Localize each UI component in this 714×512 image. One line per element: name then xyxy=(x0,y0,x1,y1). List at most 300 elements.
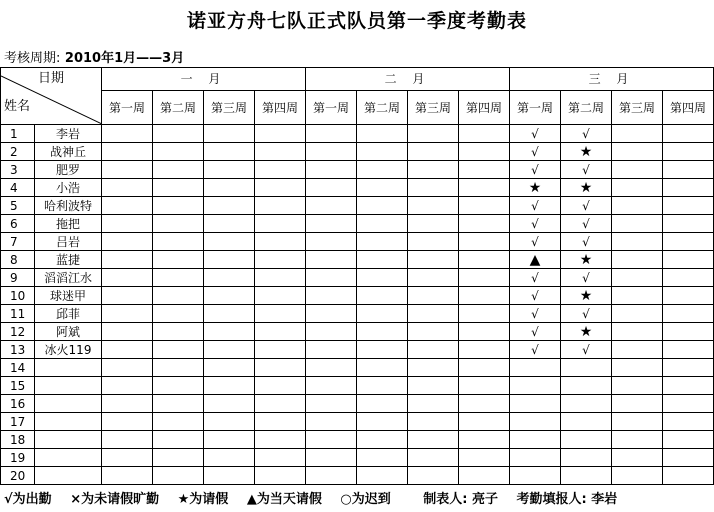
attendance-cell xyxy=(612,305,663,323)
attendance-cell: √ xyxy=(510,305,561,323)
attendance-cell xyxy=(459,179,510,197)
row-index: 17 xyxy=(1,413,35,431)
attendance-cell xyxy=(102,377,153,395)
attendance-cell xyxy=(102,251,153,269)
member-name: 哈利波特 xyxy=(35,197,102,215)
attendance-cell xyxy=(357,395,408,413)
attendance-cell xyxy=(459,215,510,233)
member-name: 球迷甲 xyxy=(35,287,102,305)
attendance-cell xyxy=(153,233,204,251)
attendance-cell xyxy=(255,233,306,251)
attendance-cell xyxy=(459,377,510,395)
member-name: 蓝捷 xyxy=(35,251,102,269)
attendance-cell xyxy=(204,341,255,359)
attendance-cell xyxy=(357,341,408,359)
row-index: 16 xyxy=(1,395,35,413)
attendance-cell xyxy=(204,197,255,215)
attendance-cell xyxy=(612,449,663,467)
attendance-cell xyxy=(153,143,204,161)
attendance-cell: √ xyxy=(561,161,612,179)
row-index: 5 xyxy=(1,197,35,215)
attendance-cell xyxy=(408,179,459,197)
attendance-cell xyxy=(153,269,204,287)
row-index: 10 xyxy=(1,287,35,305)
member-name xyxy=(35,413,102,431)
attendance-cell xyxy=(663,125,714,143)
attendance-cell xyxy=(459,287,510,305)
attendance-cell xyxy=(612,341,663,359)
attendance-cell xyxy=(306,251,357,269)
attendance-cell xyxy=(153,395,204,413)
attendance-cell xyxy=(612,215,663,233)
attendance-cell xyxy=(255,125,306,143)
attendance-cell xyxy=(663,341,714,359)
row-index: 13 xyxy=(1,341,35,359)
attendance-cell xyxy=(663,449,714,467)
attendance-cell xyxy=(561,467,612,485)
attendance-cell xyxy=(204,431,255,449)
attendance-cell xyxy=(612,125,663,143)
member-name xyxy=(35,377,102,395)
attendance-cell xyxy=(306,413,357,431)
attendance-cell xyxy=(204,161,255,179)
week-header-m1-w3: 第三周 xyxy=(204,91,255,125)
attendance-cell xyxy=(204,377,255,395)
attendance-cell xyxy=(612,431,663,449)
attendance-cell xyxy=(663,161,714,179)
attendance-cell: ★ xyxy=(561,143,612,161)
attendance-cell xyxy=(663,287,714,305)
attendance-cell xyxy=(204,413,255,431)
attendance-cell xyxy=(102,143,153,161)
attendance-cell xyxy=(561,413,612,431)
member-name xyxy=(35,467,102,485)
table-row xyxy=(1,215,714,233)
month-header-1: 一 月 xyxy=(102,68,306,91)
attendance-cell xyxy=(102,413,153,431)
attendance-cell xyxy=(459,323,510,341)
attendance-cell xyxy=(102,359,153,377)
attendance-cell xyxy=(204,395,255,413)
attendance-cell xyxy=(408,161,459,179)
legend-late: ○为迟到 xyxy=(340,492,391,507)
attendance-cell xyxy=(459,359,510,377)
attendance-cell xyxy=(153,323,204,341)
attendance-cell xyxy=(612,413,663,431)
attendance-cell xyxy=(663,467,714,485)
attendance-cell xyxy=(102,323,153,341)
attendance-cell xyxy=(408,305,459,323)
week-header-m2-w3: 第三周 xyxy=(408,91,459,125)
attendance-cell xyxy=(357,161,408,179)
attendance-cell xyxy=(663,215,714,233)
member-name: 阿斌 xyxy=(35,323,102,341)
attendance-cell xyxy=(663,431,714,449)
attendance-cell xyxy=(510,413,561,431)
attendance-cell xyxy=(102,341,153,359)
attendance-cell xyxy=(408,413,459,431)
attendance-cell xyxy=(204,215,255,233)
attendance-cell xyxy=(459,251,510,269)
attendance-table xyxy=(0,67,714,485)
week-header-m1-w1: 第一周 xyxy=(102,91,153,125)
attendance-cell xyxy=(102,233,153,251)
attendance-cell xyxy=(408,143,459,161)
attendance-cell xyxy=(204,269,255,287)
table-row xyxy=(1,161,714,179)
table-row xyxy=(1,467,714,485)
attendance-cell xyxy=(204,287,255,305)
attendance-cell xyxy=(408,395,459,413)
attendance-cell xyxy=(357,197,408,215)
attendance-cell xyxy=(153,179,204,197)
attendance-cell xyxy=(153,377,204,395)
attendance-cell xyxy=(561,359,612,377)
attendance-cell xyxy=(663,197,714,215)
attendance-cell xyxy=(663,305,714,323)
attendance-cell: ★ xyxy=(510,179,561,197)
attendance-cell: √ xyxy=(510,323,561,341)
attendance-cell xyxy=(306,215,357,233)
attendance-cell xyxy=(408,125,459,143)
table-row xyxy=(1,179,714,197)
row-index: 14 xyxy=(1,359,35,377)
attendance-cell: ★ xyxy=(561,179,612,197)
attendance-cell xyxy=(663,413,714,431)
attendance-cell xyxy=(357,251,408,269)
member-name: 李岩 xyxy=(35,125,102,143)
attendance-cell xyxy=(459,233,510,251)
attendance-cell xyxy=(153,467,204,485)
week-header-m3-w2: 第二周 xyxy=(561,91,612,125)
attendance-cell xyxy=(459,431,510,449)
table-row xyxy=(1,431,714,449)
attendance-cell xyxy=(255,395,306,413)
row-index: 19 xyxy=(1,449,35,467)
attendance-cell xyxy=(408,251,459,269)
attendance-cell: √ xyxy=(510,215,561,233)
table-row xyxy=(1,125,714,143)
row-index: 7 xyxy=(1,233,35,251)
month-header-2: 二 月 xyxy=(306,68,510,91)
attendance-cell xyxy=(612,395,663,413)
attendance-cell xyxy=(612,287,663,305)
legend-present: √为出勤 xyxy=(4,492,52,507)
attendance-cell xyxy=(255,197,306,215)
attendance-cell xyxy=(102,269,153,287)
attendance-cell xyxy=(459,143,510,161)
attendance-cell xyxy=(459,467,510,485)
sheet-title: 诺亚方舟七队正式队员第一季度考勤表 xyxy=(186,10,527,32)
attendance-cell xyxy=(357,233,408,251)
table-row xyxy=(1,233,714,251)
attendance-cell xyxy=(408,197,459,215)
attendance-cell xyxy=(306,305,357,323)
attendance-cell xyxy=(612,179,663,197)
attendance-cell xyxy=(663,179,714,197)
attendance-cell: √ xyxy=(510,341,561,359)
row-index: 3 xyxy=(1,161,35,179)
period-label: 考核周期: xyxy=(4,51,61,66)
legend-absent: ×为未请假旷勤 xyxy=(70,492,160,507)
attendance-cell xyxy=(204,467,255,485)
attendance-cell xyxy=(663,377,714,395)
row-index: 2 xyxy=(1,143,35,161)
attendance-cell xyxy=(561,449,612,467)
week-header-m3-w1: 第一周 xyxy=(510,91,561,125)
member-name xyxy=(35,359,102,377)
attendance-cell xyxy=(255,305,306,323)
corner-name-label: 姓名 xyxy=(4,99,31,114)
attendance-cell xyxy=(357,323,408,341)
attendance-cell xyxy=(204,305,255,323)
attendance-cell xyxy=(408,287,459,305)
attendance-cell xyxy=(510,395,561,413)
attendance-cell xyxy=(357,449,408,467)
week-header-m1-w2: 第二周 xyxy=(153,91,204,125)
period-value: 2010年1月——3月 xyxy=(64,51,185,66)
attendance-cell xyxy=(459,395,510,413)
member-name: 小浩 xyxy=(35,179,102,197)
week-header-m3-w3: 第三周 xyxy=(612,91,663,125)
attendance-cell xyxy=(561,395,612,413)
attendance-cell xyxy=(306,197,357,215)
member-name: 战神丘 xyxy=(35,143,102,161)
attendance-cell xyxy=(204,449,255,467)
attendance-filler: 考勤填报人: 李岩 xyxy=(516,492,618,507)
attendance-cell xyxy=(612,143,663,161)
attendance-cell xyxy=(408,233,459,251)
attendance-cell xyxy=(357,377,408,395)
attendance-cell xyxy=(306,179,357,197)
table-row xyxy=(1,341,714,359)
row-index: 11 xyxy=(1,305,35,323)
attendance-cell: √ xyxy=(510,125,561,143)
attendance-cell: √ xyxy=(561,305,612,323)
attendance-cell xyxy=(255,359,306,377)
attendance-cell xyxy=(306,377,357,395)
table-row xyxy=(1,413,714,431)
attendance-cell xyxy=(153,125,204,143)
row-index: 8 xyxy=(1,251,35,269)
attendance-cell xyxy=(663,269,714,287)
attendance-cell xyxy=(459,197,510,215)
week-header-m2-w1: 第一周 xyxy=(306,91,357,125)
attendance-cell xyxy=(153,287,204,305)
table-row xyxy=(1,287,714,305)
attendance-cell xyxy=(612,161,663,179)
attendance-cell xyxy=(612,377,663,395)
attendance-cell: √ xyxy=(510,161,561,179)
attendance-cell xyxy=(408,449,459,467)
week-header-m2-w4: 第四周 xyxy=(459,91,510,125)
member-name: 肥罗 xyxy=(35,161,102,179)
member-name: 滔滔江水 xyxy=(35,269,102,287)
attendance-cell xyxy=(408,341,459,359)
row-index: 9 xyxy=(1,269,35,287)
attendance-cell xyxy=(255,215,306,233)
attendance-cell xyxy=(255,377,306,395)
attendance-cell: √ xyxy=(561,233,612,251)
attendance-cell xyxy=(204,179,255,197)
attendance-cell: √ xyxy=(510,287,561,305)
week-header-m3-w4: 第四周 xyxy=(663,91,714,125)
attendance-cell: √ xyxy=(561,125,612,143)
attendance-cell xyxy=(663,251,714,269)
week-header-m2-w2: 第二周 xyxy=(357,91,408,125)
attendance-cell xyxy=(612,323,663,341)
legend xyxy=(4,488,631,507)
attendance-cell xyxy=(102,215,153,233)
table-row xyxy=(1,395,714,413)
member-name: 拖把 xyxy=(35,215,102,233)
attendance-cell: √ xyxy=(510,197,561,215)
attendance-cell: √ xyxy=(561,269,612,287)
attendance-cell xyxy=(408,215,459,233)
row-index: 20 xyxy=(1,467,35,485)
table-row xyxy=(1,143,714,161)
corner-date-label: 日期 xyxy=(38,71,65,86)
attendance-cell xyxy=(153,161,204,179)
attendance-cell xyxy=(663,323,714,341)
attendance-cell xyxy=(306,359,357,377)
attendance-cell xyxy=(561,377,612,395)
attendance-cell xyxy=(357,143,408,161)
table-row xyxy=(1,251,714,269)
member-name: 吕岩 xyxy=(35,233,102,251)
attendance-cell xyxy=(510,377,561,395)
attendance-cell xyxy=(255,179,306,197)
attendance-cell xyxy=(306,323,357,341)
attendance-cell: √ xyxy=(510,269,561,287)
attendance-cell xyxy=(357,305,408,323)
attendance-cell xyxy=(306,341,357,359)
attendance-cell: ★ xyxy=(561,287,612,305)
attendance-cell xyxy=(153,413,204,431)
table-row xyxy=(1,323,714,341)
attendance-cell xyxy=(408,467,459,485)
attendance-cell xyxy=(102,431,153,449)
attendance-cell xyxy=(306,449,357,467)
table-maker: 制表人: 亮子 xyxy=(423,492,498,507)
attendance-cell xyxy=(510,449,561,467)
attendance-cell xyxy=(255,287,306,305)
attendance-cell xyxy=(102,305,153,323)
attendance-cell xyxy=(153,449,204,467)
attendance-cell: ▲ xyxy=(510,251,561,269)
attendance-cell xyxy=(153,215,204,233)
period-line xyxy=(4,47,184,66)
attendance-cell xyxy=(663,143,714,161)
attendance-cell xyxy=(663,359,714,377)
attendance-cell xyxy=(153,305,204,323)
attendance-cell xyxy=(459,125,510,143)
table-row xyxy=(1,377,714,395)
attendance-cell xyxy=(306,467,357,485)
attendance-cell xyxy=(357,431,408,449)
table-row xyxy=(1,269,714,287)
attendance-cell xyxy=(102,179,153,197)
attendance-cell xyxy=(510,467,561,485)
attendance-cell xyxy=(102,467,153,485)
table-row xyxy=(1,449,714,467)
attendance-cell xyxy=(153,197,204,215)
attendance-cell xyxy=(357,287,408,305)
row-index: 12 xyxy=(1,323,35,341)
attendance-cell xyxy=(459,413,510,431)
attendance-cell xyxy=(255,467,306,485)
table-row xyxy=(1,197,714,215)
row-index: 6 xyxy=(1,215,35,233)
attendance-cell xyxy=(612,467,663,485)
row-index: 4 xyxy=(1,179,35,197)
attendance-cell xyxy=(408,269,459,287)
attendance-cell xyxy=(255,323,306,341)
member-name: 邱菲 xyxy=(35,305,102,323)
attendance-cell xyxy=(306,233,357,251)
attendance-cell: ★ xyxy=(561,251,612,269)
attendance-cell xyxy=(102,197,153,215)
attendance-cell xyxy=(561,431,612,449)
table-row xyxy=(1,359,714,377)
row-index: 1 xyxy=(1,125,35,143)
attendance-cell xyxy=(408,323,459,341)
row-index: 15 xyxy=(1,377,35,395)
attendance-cell xyxy=(357,413,408,431)
attendance-cell xyxy=(612,233,663,251)
legend-leave: ★为请假 xyxy=(177,492,229,507)
member-name xyxy=(35,449,102,467)
attendance-cell xyxy=(153,359,204,377)
week-header-m1-w4: 第四周 xyxy=(255,91,306,125)
attendance-cell xyxy=(255,161,306,179)
attendance-cell xyxy=(510,359,561,377)
attendance-cell xyxy=(255,413,306,431)
attendance-cell: √ xyxy=(561,197,612,215)
attendance-cell xyxy=(306,125,357,143)
attendance-cell: ★ xyxy=(561,323,612,341)
attendance-cell xyxy=(153,431,204,449)
attendance-cell xyxy=(306,143,357,161)
corner-header xyxy=(1,68,102,125)
month-header-3: 三 月 xyxy=(510,68,714,91)
attendance-cell xyxy=(612,359,663,377)
attendance-cell xyxy=(408,359,459,377)
attendance-cell xyxy=(612,197,663,215)
attendance-cell xyxy=(255,341,306,359)
attendance-cell xyxy=(204,323,255,341)
attendance-cell xyxy=(459,305,510,323)
attendance-cell xyxy=(102,449,153,467)
attendance-cell xyxy=(306,287,357,305)
attendance-cell xyxy=(255,143,306,161)
attendance-cell xyxy=(204,251,255,269)
attendance-cell xyxy=(102,287,153,305)
attendance-cell xyxy=(204,233,255,251)
attendance-cell xyxy=(255,449,306,467)
attendance-cell xyxy=(102,395,153,413)
attendance-cell xyxy=(510,431,561,449)
attendance-cell xyxy=(204,125,255,143)
attendance-cell xyxy=(204,143,255,161)
attendance-cell xyxy=(204,359,255,377)
attendance-cell xyxy=(255,431,306,449)
attendance-cell xyxy=(306,269,357,287)
attendance-cell xyxy=(102,125,153,143)
attendance-cell xyxy=(357,269,408,287)
attendance-cell xyxy=(663,395,714,413)
member-name: 冰火119 xyxy=(35,341,102,359)
